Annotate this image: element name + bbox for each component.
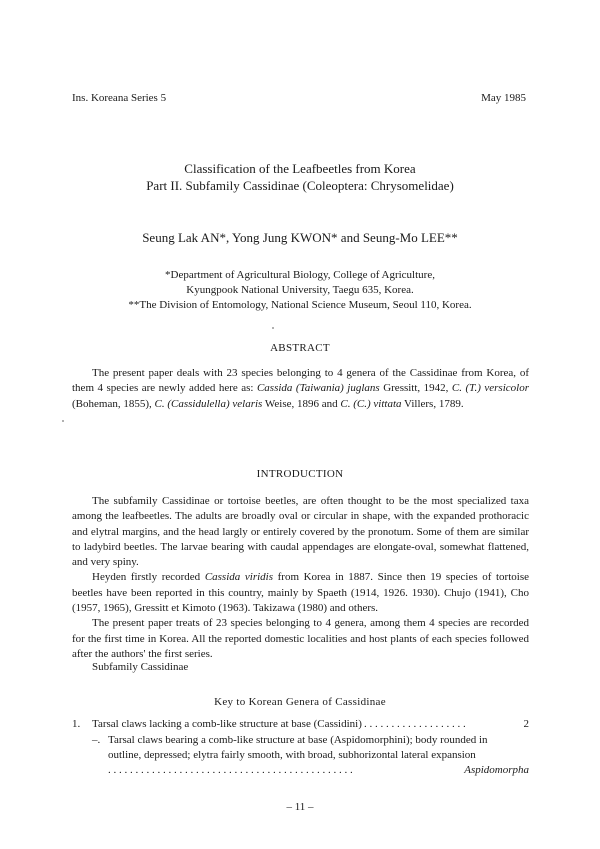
species-name: Cassida viridis xyxy=(204,571,273,584)
subfamily-label: Subfamily Cassidinae xyxy=(92,661,189,673)
couplet-text-line-2: outline, depressed; elytra fairly smooth, with broad, subhorizontal lateral expansion xyxy=(108,749,476,761)
key-couplet-1-alt xyxy=(72,733,529,783)
intro-paragraph-3: The present paper treats of 23 species belonging to 4 genera, among them 4 species are recorded for the first time in Korea. All the reported domestic localities and host plants of each species followed after the authors' the first series. xyxy=(72,617,529,660)
species-name: C. (Cassidulella) velaris xyxy=(154,397,263,410)
species-name: C. (T.) versicolor xyxy=(451,382,529,395)
leader-dots: . . . . . . . . . . . . . . . . . . . xyxy=(364,718,466,730)
abstract-heading: ABSTRACT xyxy=(270,342,330,354)
margin-mark xyxy=(62,420,64,422)
affiliation-line-2: Kyungpook National University, Taegu 635, Korea. xyxy=(186,284,414,296)
couplet-number: –. xyxy=(92,734,101,746)
decorative-dot xyxy=(272,327,274,329)
species-name: Cassida (Taiwania) juglans xyxy=(256,382,380,395)
running-header-journal: Ins. Koreana Series 5 xyxy=(72,92,167,104)
title-line-2: Part II. Subfamily Cassidinae (Coleoptera: Chrysomelidae) xyxy=(146,178,454,193)
intro-paragraph-2: Heyden firstly recorded Cassida viridis from Korea in 1887. Since then 19 species of tortoise beetles have been reported in this country, mainly by Spaeth (1914, 1926. 1930). Chujo (1941), Cho (1957, 1965), Gressitt et Kimoto (1963). Takizawa (1980) and others. xyxy=(72,571,529,615)
species-name: C. (C.) vittata xyxy=(340,397,402,410)
abstract-paragraph: The present paper deals with 23 species belonging to 4 genera of the Cassidinae from Korea, of them 4 species are newly added here as: Cassida (Taiwania) juglans Gressitt, 1942, C. (T.) versicolor (Boheman, 1855), C. (Cassidulella) velaris Weise, 1896 and C. (C.) vittata Villers, 1789. xyxy=(72,367,529,410)
key-heading: Key to Korean Genera of Cassidinae xyxy=(214,696,386,708)
introduction-body xyxy=(72,494,529,662)
key-couplet-1 xyxy=(72,717,529,733)
page-number: – 11 – xyxy=(286,801,314,813)
leader-dots: . . . . . . . . . . . . . . . . . . . . . . . . . . . . . . . . . . . . . . . . . . . . . xyxy=(108,764,353,776)
couplet-text-line-1: Tarsal claws bearing a comb-like structure at base (Aspidomorphini); body rounded in xyxy=(108,734,488,746)
affiliations xyxy=(0,268,600,313)
couplet-number: 1. xyxy=(72,718,81,730)
title-line-1: Classification of the Leafbeetles from Korea xyxy=(184,161,416,176)
introduction-heading: INTRODUCTION xyxy=(256,468,344,480)
paper-title xyxy=(0,160,600,194)
abstract-body xyxy=(72,366,529,412)
couplet-text: Tarsal claws lacking a comb-like structure at base (Cassidini) xyxy=(92,718,362,730)
couplet-target-genus: Aspidomorpha xyxy=(464,764,529,776)
couplet-target: 2 xyxy=(523,718,529,730)
affiliation-line-3: **The Division of Entomology, National Science Museum, Seoul 110, Korea. xyxy=(128,299,472,311)
intro-paragraph-1: The subfamily Cassidinae or tortoise beetles, are often thought to be the most specialized taxa among the leafbeetles. The adults are broadly oval or circular in shape, with the expanded prothoracic and elytral margins, and the head largly or entirely covered by the pronotum. Some of them are similar to ladybird beetles. The larvae bearing with caudal appendages are elongate-oval, somewhat flattened, and very spiny. xyxy=(72,495,529,569)
authors: Seung Lak AN*, Yong Jung KWON* and Seung-Mo LEE** xyxy=(142,230,458,245)
running-header-date: May 1985 xyxy=(481,92,526,104)
affiliation-line-1: *Department of Agricultural Biology, College of Agriculture, xyxy=(165,269,435,281)
